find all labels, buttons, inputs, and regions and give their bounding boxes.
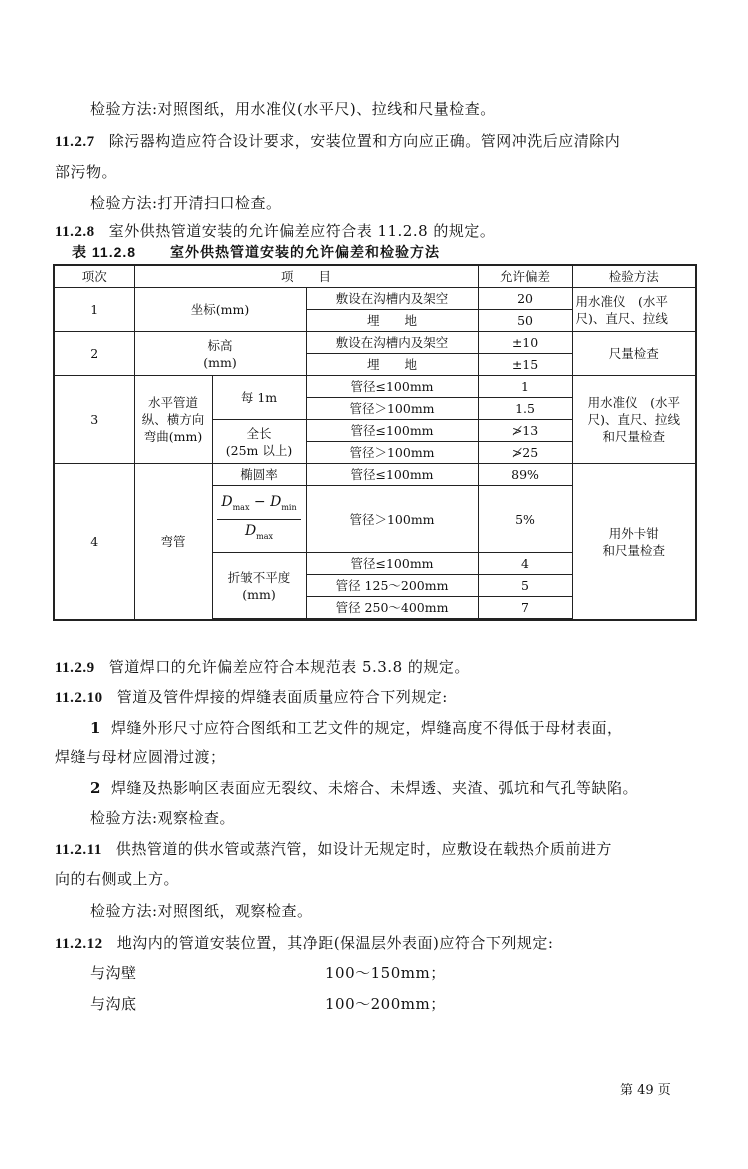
row-seq: 4 bbox=[54, 464, 134, 621]
row-tolerance: 7 bbox=[478, 597, 572, 619]
inspection-method-1: 检验方法:对照图纸，用水准仪(水平尺)、拉线和尺量检查。 bbox=[90, 100, 496, 118]
method-line: 用水准仪 (水平 bbox=[587, 395, 680, 410]
clause-text: 管道及管件焊接的焊缝表面质量应符合下列规定: bbox=[116, 688, 448, 706]
subitem-line: 全长 bbox=[246, 425, 272, 441]
row-method bbox=[572, 376, 696, 464]
row-method bbox=[572, 464, 696, 621]
clause-text: 地沟内的管道安装位置，其净距(保温层外表面)应符合下列规定: bbox=[116, 934, 554, 952]
clause-number: 11.2.9 bbox=[55, 660, 95, 676]
row-tolerance: 5 bbox=[478, 575, 572, 597]
sub-item-number: 1 bbox=[90, 719, 101, 737]
clause-text: 管道焊口的允许偏差应符合本规范表 5.3.8 的规定。 bbox=[108, 658, 470, 676]
row-condition: 敷设在沟槽内及架空 bbox=[306, 332, 478, 354]
clause-11-2-12 bbox=[55, 932, 553, 953]
subitem-line: (mm) bbox=[242, 586, 276, 602]
table-caption bbox=[72, 242, 440, 262]
inspection-method-3: 检验方法:观察检查。 bbox=[90, 809, 236, 827]
formula-numerator: $D_{max} - D_{min}$ bbox=[217, 494, 300, 520]
subitem-line: (25m 以上) bbox=[225, 442, 293, 458]
table-row bbox=[54, 332, 696, 354]
row-item bbox=[134, 376, 212, 464]
sub-item-text: 焊缝外形尺寸应符合图纸和工艺文件的规定，焊缝高度不得低于母材表面， bbox=[110, 719, 623, 737]
spacing-bottom-value: 100～200mm； bbox=[325, 995, 446, 1013]
row-condition: 管径≤100mm bbox=[306, 420, 478, 442]
formula-fraction bbox=[217, 494, 300, 545]
row-condition: 管径＞100mm bbox=[306, 398, 478, 420]
header-method: 检验方法 bbox=[572, 265, 696, 288]
row-seq: 3 bbox=[54, 376, 134, 464]
method-line: 和尺量检查 bbox=[602, 542, 666, 558]
clause-11-2-9 bbox=[55, 656, 470, 677]
row-condition: 埋 地 bbox=[306, 310, 478, 332]
row-tolerance: 1.5 bbox=[478, 398, 572, 420]
row-seq: 1 bbox=[54, 288, 134, 332]
row-subitem bbox=[212, 420, 306, 464]
formula-denominator: $D_{max}$ bbox=[244, 522, 274, 541]
row-condition: 管径≤100mm bbox=[306, 376, 478, 398]
sub-item-1-cont: 焊缝与母材应圆滑过渡； bbox=[55, 748, 226, 766]
row-tolerance: 89% bbox=[478, 464, 572, 486]
inspection-method-2: 检验方法:打开清扫口检查。 bbox=[90, 194, 282, 212]
row-method: 尺量检查 bbox=[572, 332, 696, 376]
tolerance-table bbox=[53, 264, 697, 621]
row-subitem: 椭圆率 bbox=[212, 464, 306, 486]
row-tolerance: ≯13 bbox=[478, 420, 572, 442]
row-tolerance: ±10 bbox=[478, 332, 572, 354]
table-row bbox=[54, 288, 696, 310]
sub-item-1 bbox=[90, 717, 622, 738]
row-subitem: 每 1m bbox=[212, 376, 306, 420]
row-condition: 管径＞100mm bbox=[306, 442, 478, 464]
row-tolerance: 4 bbox=[478, 553, 572, 575]
row-item: 坐标(mm) bbox=[134, 288, 306, 332]
row-tolerance: ≯25 bbox=[478, 442, 572, 464]
row-item bbox=[134, 332, 306, 376]
row-condition: 埋 地 bbox=[306, 354, 478, 376]
spacing-bottom-label: 与沟底 bbox=[90, 995, 137, 1013]
table-header-row bbox=[54, 265, 696, 288]
row-condition: 管径 250～400mm bbox=[306, 597, 478, 619]
item-line: 纵、横方向 bbox=[141, 412, 205, 427]
clause-text: 室外供热管道安装的允许偏差应符合表 11.2.8 的规定。 bbox=[108, 222, 496, 240]
page-number: 第 49 页 bbox=[620, 1083, 671, 1098]
clause-11-2-11 bbox=[55, 838, 612, 859]
row-condition: 管径≤100mm bbox=[306, 464, 478, 486]
table-row bbox=[54, 464, 696, 486]
clause-text: 供热管道的供水管或蒸汽管，如设计无规定时，应敷设在载热介质前进方 bbox=[115, 840, 612, 858]
table-title: 室外供热管道安装的允许偏差和检验方法 bbox=[170, 245, 441, 261]
method-line: 用外卡钳 bbox=[608, 525, 659, 541]
table-number: 表 11.2.8 bbox=[72, 244, 137, 260]
row-condition: 管径＞100mm bbox=[306, 486, 478, 553]
row-tolerance: 1 bbox=[478, 376, 572, 398]
clause-11-2-7-cont: 部污物。 bbox=[55, 163, 118, 181]
sub-item-number: 2 bbox=[90, 779, 101, 797]
clause-number: 11.2.11 bbox=[55, 842, 102, 858]
spacing-wall-label: 与沟壁 bbox=[90, 964, 137, 982]
clause-number: 11.2.10 bbox=[55, 690, 103, 706]
row-condition: 敷设在沟槽内及架空 bbox=[306, 288, 478, 310]
item-line: 水平管道 bbox=[147, 395, 198, 410]
item-line: 弯曲(mm) bbox=[143, 429, 203, 444]
sub-item-2 bbox=[90, 777, 638, 798]
subitem-line: 折皱不平度 bbox=[227, 569, 291, 585]
header-tolerance: 允许偏差 bbox=[478, 265, 572, 288]
inspection-method-4: 检验方法:对照图纸，观察检查。 bbox=[90, 902, 313, 920]
row-method: 用水准仪 (水平尺)、直尺、拉线 bbox=[572, 288, 696, 332]
clause-number: 11.2.12 bbox=[55, 936, 103, 952]
item-line: 标高 bbox=[207, 337, 233, 353]
sub-item-text: 焊缝及热影响区表面应无裂纹、未熔合、未焊透、夹渣、弧坑和气孔等缺陷。 bbox=[110, 779, 638, 797]
row-subitem bbox=[212, 553, 306, 619]
clause-11-2-8 bbox=[55, 220, 495, 241]
method-line: 尺)、直尺、拉线 bbox=[587, 412, 680, 427]
ovality-formula bbox=[212, 486, 306, 553]
clause-11-2-11-cont: 向的右侧或上方。 bbox=[55, 870, 180, 888]
row-tolerance: ±15 bbox=[478, 354, 572, 376]
table-row bbox=[54, 376, 696, 398]
item-line: (mm) bbox=[203, 354, 237, 370]
clause-number: 11.2.8 bbox=[55, 224, 95, 240]
row-tolerance: 20 bbox=[478, 288, 572, 310]
row-condition: 管径≤100mm bbox=[306, 553, 478, 575]
clause-number: 11.2.7 bbox=[55, 134, 95, 150]
row-condition: 管径 125～200mm bbox=[306, 575, 478, 597]
header-item: 项 目 bbox=[134, 265, 478, 288]
row-seq: 2 bbox=[54, 332, 134, 376]
spacing-wall-value: 100～150mm； bbox=[325, 964, 446, 982]
clause-11-2-10 bbox=[55, 686, 448, 707]
method-line: 和尺量检查 bbox=[602, 429, 666, 444]
row-tolerance: 5% bbox=[478, 486, 572, 553]
row-tolerance: 50 bbox=[478, 310, 572, 332]
clause-text: 除污器构造应符合设计要求，安装位置和方向应正确。管网冲洗后应清除内 bbox=[108, 132, 621, 150]
header-seq: 项次 bbox=[54, 265, 134, 288]
row-item: 弯管 bbox=[134, 464, 212, 621]
clause-11-2-7 bbox=[55, 130, 620, 151]
